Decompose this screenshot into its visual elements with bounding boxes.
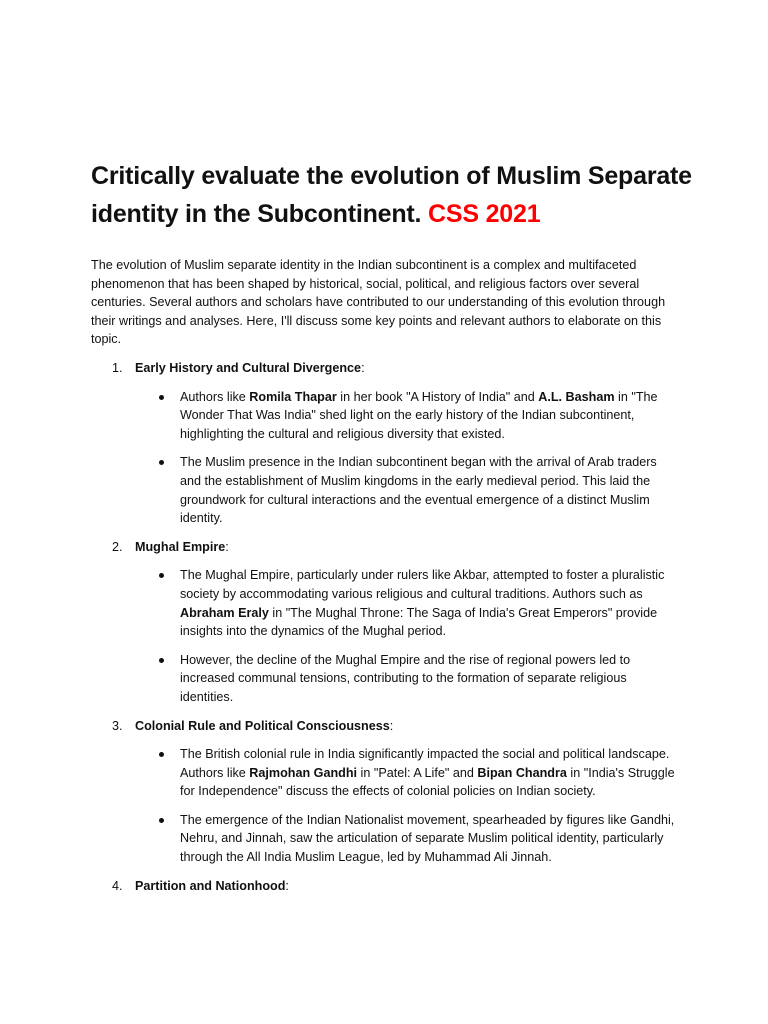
section-colon: : (389, 718, 394, 733)
section-heading (91, 538, 681, 557)
text-run: in "The Mughal Throne: The Saga of India's Great Emperors" provide insights into the dynamics of the Mughal period. (180, 605, 658, 639)
author-name: Romila Thapar (249, 389, 337, 404)
bullet-item (91, 566, 681, 640)
bullet-text (180, 388, 681, 444)
bullet-icon (159, 460, 164, 465)
section-heading (91, 717, 681, 736)
bullet-icon (159, 752, 164, 757)
section-heading (91, 359, 681, 378)
section-heading (91, 877, 681, 896)
section-number: 3. (112, 718, 123, 733)
section-title: Early History and Cultural Divergence (135, 361, 362, 375)
text-run: The emergence of the Indian Nationalist movement, spearheaded by figures like Gandhi, Nehru, and Jinnah, saw the articulation of separate Muslim political identity, particularly through the All India Muslim League, led by Muhammad Ali Jinnah. (180, 812, 675, 865)
bullet-icon (159, 573, 164, 578)
section-colon: : (285, 878, 289, 893)
author-name: Abraham Eraly (180, 605, 269, 620)
text-run: in "India's Struggle for Independence" discuss the effects of colonial policies on Indian society. (180, 765, 675, 799)
bullet-icon (159, 395, 164, 400)
section-colon: : (225, 539, 229, 554)
section-number: 4. (112, 878, 123, 893)
section-2 (91, 538, 681, 707)
text-run: The British colonial rule in India significantly impacted the social and political landscape. Authors like (180, 747, 670, 780)
bullet-text (180, 745, 681, 801)
exam-tag: CSS 2021 (428, 199, 541, 228)
title-text: Critically evaluate the evolution of Muslim Separate identity in the Subcontinent. (91, 161, 692, 228)
page-title (91, 157, 711, 233)
section-title: Colonial Rule and Political Consciousness (135, 718, 390, 733)
section-title: Partition and Nationhood (135, 878, 286, 893)
text-run: The Mughal Empire, particularly under rulers like Akbar, attempted to foster a pluralistic society by accommodating various religious and cultural traditions. Authors such as (180, 568, 665, 601)
section-title: Mughal Empire (135, 539, 226, 554)
sections-list (91, 359, 681, 905)
author-name: A.L. Basham (538, 389, 615, 404)
bullet-icon (159, 658, 164, 663)
text-run: Authors like (180, 389, 250, 404)
author-name: Rajmohan Gandhi (249, 765, 358, 780)
bullet-item (91, 651, 681, 707)
section-number: 2. (112, 539, 123, 554)
bullet-list (91, 566, 681, 706)
text-run: in her book "A History of India" and (336, 389, 539, 404)
bullet-text (180, 811, 681, 867)
text-run: However, the decline of the Mughal Empire and the rise of regional powers led to increased communal tensions, contributing to the formation of separate religious identities. (180, 652, 631, 704)
bullet-item (91, 388, 681, 444)
bullet-text (180, 566, 681, 640)
text-run: in "The Wonder That Was India" shed light on the early history of the Indian subcontinent, highlighting the cultural and religious diversity that existed. (180, 389, 658, 441)
bullet-item (91, 745, 681, 801)
bullet-list (91, 745, 681, 867)
author-name: Bipan Chandra (477, 765, 567, 780)
section-1 (91, 359, 681, 528)
section-colon: : (361, 361, 365, 375)
bullet-item (91, 811, 681, 867)
bullet-icon (159, 818, 164, 823)
intro-paragraph: The evolution of Muslim separate identity in the Indian subcontinent is a complex and multifaceted phenomenon that has been shaped by historical, social, political, and religious factors over several centuries. Several authors and scholars have contributed to our understanding of this evolution through their writings and analyses. Here, I'll discuss some key points and relevant authors to elaborate on this topic. (91, 258, 666, 347)
bullet-list (91, 388, 681, 528)
section-4 (91, 877, 681, 896)
bullet-text (180, 453, 681, 527)
text-run: The Muslim presence in the Indian subcontinent began with the arrival of Arab traders and the establishment of Muslim kingdoms in the early medieval period. This laid the groundwork for cultural interactions and the eventual emergence of a distinct Muslim identity. (180, 455, 657, 526)
section-number: 1. (112, 361, 123, 375)
text-run: in "Patel: A Life" and (357, 765, 478, 780)
bullet-item (91, 453, 681, 527)
section-3 (91, 717, 681, 867)
bullet-text (180, 651, 681, 707)
